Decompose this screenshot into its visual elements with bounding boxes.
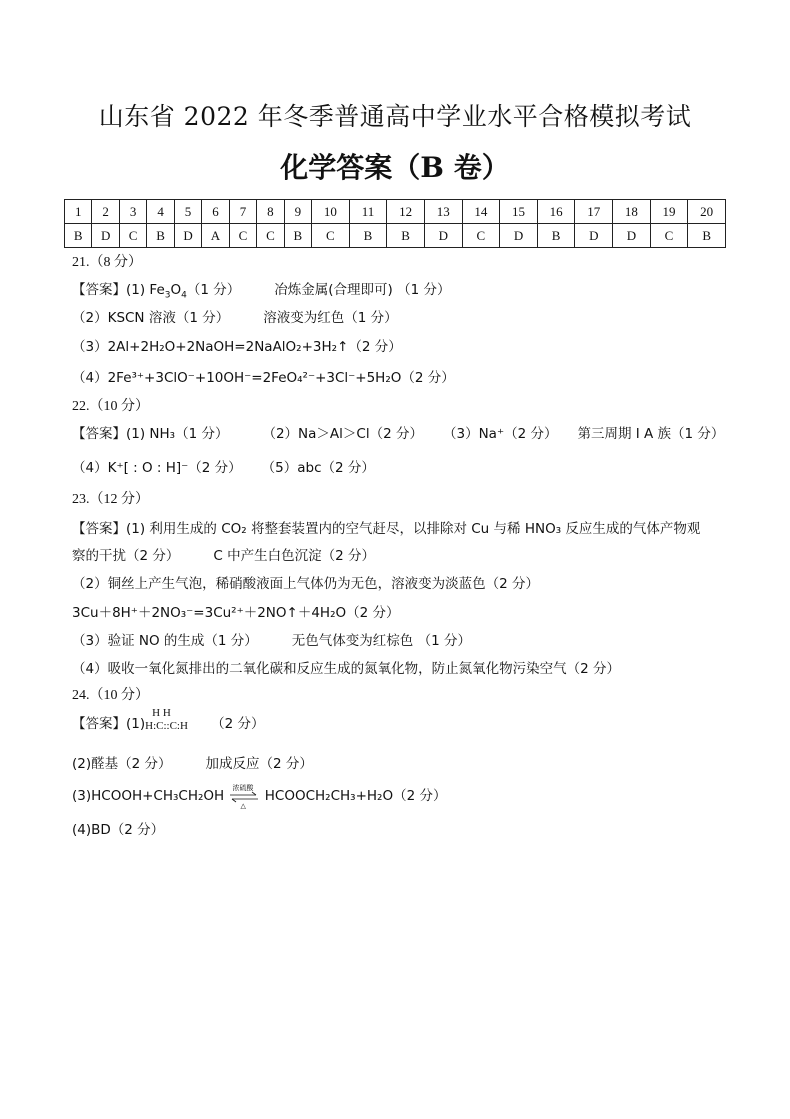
question-number-cell: 15 [500, 200, 538, 224]
q21-l2-phenomenon: 溶液变为红色（1 分） [263, 310, 398, 326]
answer-cell: A [202, 224, 229, 248]
q21-l1-formula-o: O [170, 282, 182, 298]
q23-l5-b: 无色气体变为红棕色 （1 分） [291, 633, 471, 649]
exam-title: 山东省 2022 年冬季普通高中学业水平合格模拟考试 [98, 102, 692, 131]
answer-cell: B [537, 224, 575, 248]
q24-l3-condition: 浓硫酸 [232, 784, 254, 792]
q22-heading: 22.（10 分） [72, 399, 149, 414]
q21-l2-reagent: （2）KSCN 溶液（1 分） [72, 310, 230, 326]
answer-cell: B [349, 224, 387, 248]
question-number-cell: 9 [284, 200, 311, 224]
answer-row [65, 224, 726, 248]
q21-l1-prefix: 【答案】(1) [72, 282, 150, 298]
question-number-cell: 5 [174, 200, 201, 224]
q22-l1-b: （2）Na＞Al＞Cl（2 分） [262, 426, 423, 442]
q24-l3-reactants: (3)HCOOH+CH₃CH₂OH [72, 788, 225, 804]
answer-cell: C [312, 224, 350, 248]
answer-cell: D [92, 224, 119, 248]
question-number-row [65, 200, 726, 224]
answer-key-subtitle: 化学答案（B 卷） [280, 151, 510, 184]
q23-line3: （2）铜丝上产生气泡，稀硝酸液面上气体仍为无色，溶液变为淡蓝色（2 分） [72, 576, 539, 592]
question-number-cell: 19 [650, 200, 688, 224]
q23-line2 [72, 544, 375, 564]
q21-heading: 21.（8 分） [72, 255, 142, 270]
q21-l1-use: 冶炼金属(合理即可) （1 分） [274, 282, 451, 298]
answer-cell: D [424, 224, 462, 248]
q24-l3-products: HCOOCH₂CH₃+H₂O（2 分） [264, 788, 447, 804]
question-number-cell: 4 [147, 200, 174, 224]
q21-l1-score: （1 分） [186, 282, 241, 298]
question-number-cell: 7 [229, 200, 256, 224]
answer-table [64, 199, 726, 248]
q22-line1 [72, 422, 724, 442]
question-number-cell: 10 [312, 200, 350, 224]
question-number-cell: 6 [202, 200, 229, 224]
q21-l1-formula-fe: Fe [149, 282, 165, 298]
question-number-cell: 14 [462, 200, 500, 224]
q21-line3: （3）2Al+2H₂O+2NaOH=2NaAlO₂+3H₂↑（2 分） [72, 339, 402, 355]
q22-l2-b: （5）abc（2 分） [261, 460, 375, 476]
q23-line4: 3Cu＋8H⁺＋2NO₃⁻=3Cu²⁺＋2NO↑＋4H₂O（2 分） [72, 605, 400, 621]
q21-l1-sub1: 3 [164, 290, 171, 301]
question-number-cell: 13 [424, 200, 462, 224]
q23-line5 [72, 629, 471, 649]
answer-cell: D [174, 224, 201, 248]
question-number-cell: 12 [387, 200, 425, 224]
q22-l1-d: 第三周期 I A 族（1 分） [577, 426, 725, 442]
answer-cell: D [575, 224, 613, 248]
q24-line2 [72, 752, 313, 772]
question-number-cell: 11 [349, 200, 387, 224]
struct-top-h: H H [152, 707, 171, 719]
answer-cell: B [147, 224, 174, 248]
question-number-cell: 17 [575, 200, 613, 224]
q21-l1-sub2: 4 [181, 290, 187, 301]
q22-l2-a: （4）K⁺[ : O : H]⁻（2 分） [72, 460, 242, 476]
struct-bottom: H:C::C:H [145, 720, 188, 732]
q24-heading: 24.（10 分） [72, 688, 149, 703]
answer-cell: C [119, 224, 146, 248]
answer-cell: B [284, 224, 311, 248]
q23-l2-b: C 中产生白色沉淀（2 分） [213, 548, 375, 564]
q24-l1-score: （2 分） [211, 716, 265, 732]
q23-line6: （4）吸收一氧化氮排出的二氧化碳和反应生成的氮氧化物，防止氮氧化物污染空气（2 分） [72, 661, 620, 677]
question-number-cell: 18 [613, 200, 651, 224]
answer-cell: B [65, 224, 92, 248]
q24-l2-b: 加成反应（2 分） [205, 756, 313, 772]
answer-cell: C [229, 224, 256, 248]
question-number-cell: 2 [92, 200, 119, 224]
answer-cell: D [500, 224, 538, 248]
q22-line2 [72, 456, 375, 476]
q22-l1-c: （3）Na⁺（2 分） [442, 426, 558, 442]
q23-l2-a: 察的干扰（2 分） [72, 548, 180, 564]
answer-cell: C [462, 224, 500, 248]
question-number-cell: 1 [65, 200, 92, 224]
q22-l1-a: 【答案】(1) NH₃（1 分） [72, 426, 229, 442]
q23-heading: 23.（12 分） [72, 492, 149, 507]
q21-line2 [72, 306, 398, 326]
answer-cell: C [650, 224, 688, 248]
q23-l5-a: （3）验证 NO 的生成（1 分） [72, 633, 258, 649]
q24-line1 [72, 707, 265, 735]
q24-line4: (4)BD（2 分） [72, 822, 165, 838]
question-number-cell: 16 [537, 200, 575, 224]
q23-line1: 【答案】(1) 利用生成的 CO₂ 将整套装置内的空气赶尽，以排除对 Cu 与稀 HNO₃ 反应生成的气体产物观 [72, 521, 701, 537]
reversible-arrow-icon [228, 784, 260, 810]
q24-line3 [72, 784, 447, 810]
q24-l3-heat: △ [240, 802, 246, 810]
q24-l2-a: (2)醛基（2 分） [72, 756, 172, 772]
answer-cell: D [613, 224, 651, 248]
question-number-cell: 8 [257, 200, 284, 224]
q21-line1 [72, 278, 450, 301]
answer-cell: B [688, 224, 726, 248]
ethylene-electron-formula [145, 707, 191, 735]
answer-cell: C [257, 224, 284, 248]
question-number-cell: 20 [688, 200, 726, 224]
answer-cell: B [387, 224, 425, 248]
q21-line4: （4）2Fe³⁺+3ClO⁻+10OH⁻=2FeO₄²⁻+3Cl⁻+5H₂O（2 分） [72, 370, 455, 386]
q24-l1-prefix: 【答案】(1) [72, 716, 146, 732]
question-number-cell: 3 [119, 200, 146, 224]
